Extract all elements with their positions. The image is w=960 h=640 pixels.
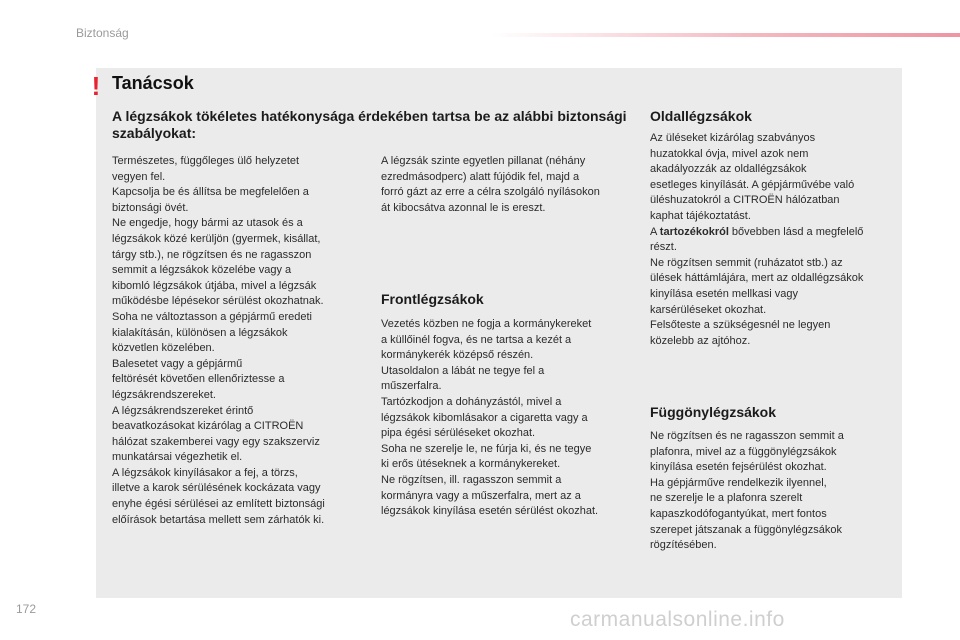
text-line: Ha gépjárműve rendelkezik ilyennel, [650,476,827,489]
text-line: Utasoldalon a lábát ne tegye fel a [381,364,545,377]
column-general-rules [112,154,367,528]
text-line: huzatokkal óvja, mivel azok nem [650,147,809,160]
section-title: Biztonság [76,26,129,40]
column-inflation-intro [381,154,636,216]
text-line: semmit a légzsákok közelébe vagy a [112,264,292,277]
text-line: műszerfalra. [381,380,442,393]
text-line: kinyílása esetén mellkasi vagy [650,287,798,300]
text-line: biztonsági övét. [112,201,189,214]
text-line: feltörését követően ellenőriztesse a [112,373,285,386]
text-line: előírások betartása mellett sem zárhatók ki. [112,513,325,526]
text-line: részt. [650,241,677,254]
text-line: vegyen fel. [112,170,166,183]
text-line: hálózat szakemberei vagy egy szakszerviz [112,435,320,448]
text-line: ne szerelje le a plafonra szerelt [650,492,803,505]
page-number: 172 [16,602,37,616]
text-line: át kibocsátva azonnal le is ereszt. [381,201,546,214]
text-line: Kapcsolja be és állítsa be megfelelően a [112,186,309,199]
warning-icon: ! [91,71,101,101]
text-line: forró gázt az erre a célra szolgáló nyílásokon [381,186,600,199]
main-heading: A légzsákok tökéletes hatékonysága érdekében tartsa be az alábbi biztonsági szabályokat: [112,108,627,141]
text-line: légzsákok kinyílása esetén sérülést okozhat. [381,505,599,518]
panel-title: Tanácsok [112,73,194,93]
text-line: karsérüléseket okozhat. [650,303,767,316]
text-line: működésbe lépésekor sérülést okozhatnak. [112,295,324,308]
text-line: Ne rögzítsen és ne ragasszon semmit a [650,430,844,442]
text-line: esetleges kinyílását. A gépjárművébe való [650,178,855,191]
text-line: kaphat tájékoztatást. [650,209,751,222]
text-line: ezredmásodperc) alatt fújódik fel, majd a [381,170,580,183]
text-line: Ne engedje, hogy bármi az utasok és a [112,217,303,230]
header-accent-bar [492,33,960,37]
text-line: rögzítésében. [650,539,717,552]
text-line: Soha ne szerelje le, ne fúrja ki, és ne tegye [381,442,592,455]
watermark: carmanualsonline.info [570,608,785,631]
text-line: ki erős ütéseknek a kormánykereket. [381,458,561,471]
text-line: munkatársai végezhetik el. [112,451,243,464]
text-line: kormánykerék középső részén. [381,349,534,362]
text-line: kibomló légzsákok útjába, mivel a légzsák [112,279,317,292]
text-line: Az üléseket kizárólag szabványos [650,132,816,144]
text-line: a küllőinél fogva, és ne tartsa a kezét a [381,333,572,346]
text-line: közvetlen közelében. [112,342,215,355]
side-airbags-text [650,131,898,349]
text-line: Ne rögzítsen semmit (ruházatot stb.) az [650,256,843,269]
accessories-line [650,225,898,241]
text-fragment: bővebben lásd a megfelelő [728,225,864,238]
text-line: kialakításán, különösen a légzsákok [112,326,288,339]
text-line: légzsákok közé kerüljön (gyermek, kisállat, [112,232,321,245]
text-line: közelebb az ajtóhoz. [650,334,751,347]
text-line: szerepet játszanak a függönylégzsákok [650,523,843,536]
text-line: plafonra, mivel az a függönylégzsákok [650,445,837,458]
text-line: kinyílása esetén fejsérülést okozhat. [650,461,827,474]
text-line: Tartózkodjon a dohányzástól, mivel a [381,395,562,408]
text-line: légzsákok kibomlásakor a cigaretta vagy a [381,411,588,424]
text-line: pipa égési sérüléseket okozhat. [381,427,536,440]
text-line: kormányra vagy a műszerfalra, mert az a [381,489,581,502]
text-line: tárgy stb.), ne rögzítsen és ne ragasszon [112,248,312,261]
text-line: üléshuzatokról a CITROËN hálózatban [650,194,840,207]
text-line: A légzsákrendszereket érintő [112,404,254,417]
text-line: enyhe égési sérülései az említett biztonsági [112,498,325,511]
curtain-airbags-heading: Függönylégzsákok [650,404,777,420]
text-line: A légzsákok kinyílásakor a fej, a törzs, [112,466,298,479]
text-line: Természetes, függőleges ülő helyzetet [112,155,300,167]
side-airbags-heading: Oldallégzsákok [650,108,752,124]
text-line: beavatkozásokat kizárólag a CITROËN [112,420,304,433]
text-line: akadályozzák az oldallégzsákok [650,163,807,176]
text-line: Soha ne változtasson a gépjármű eredeti [112,310,312,323]
text-line: kapaszkodófogantyúkat, mert fontos [650,507,827,520]
text-line: illetve a karok sérülésének kockázata vagy [112,482,321,495]
text-line: Balesetet vagy a gépjármű [112,357,243,370]
text-line: Felsőteste a szükségesnél ne legyen [650,319,831,332]
front-airbags-text [381,317,636,520]
text-line: A légzsák szinte egyetlen pillanat (néhány [381,155,586,167]
text-line: ülések háttámlájára, mert az oldallégzsákok [650,272,864,285]
text-line: légzsákrendszereket. [112,388,216,401]
text-fragment: A [650,225,660,238]
curtain-airbags-text [650,429,898,554]
text-line: Vezetés közben ne fogja a kormánykereket [381,318,592,330]
text-line: Ne rögzítsen, ill. ragasszon semmit a [381,473,562,486]
front-airbags-heading: Frontlégzsákok [381,291,484,307]
accessories-term: tartozékokról [659,225,729,238]
